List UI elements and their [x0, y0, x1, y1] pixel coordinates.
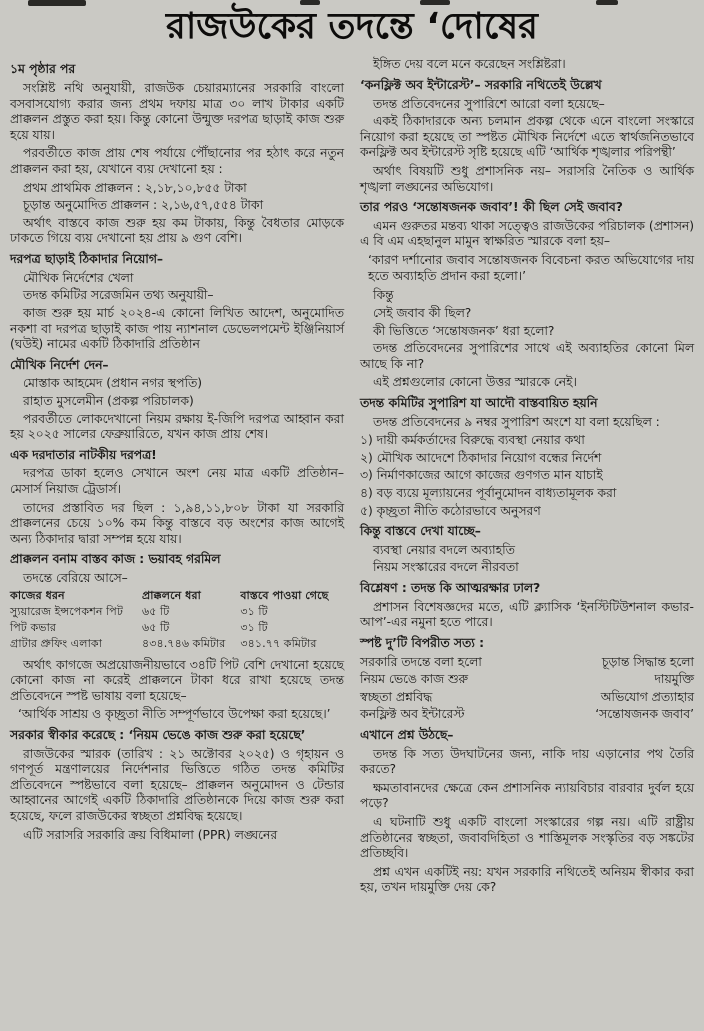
paragraph: ইঙ্গিত দেয় বলে মনে করেছেন সংশ্লিষ্টরা। [373, 57, 566, 72]
article-body [0, 49, 704, 899]
comparison-row [360, 672, 694, 688]
table-cell: ৩১ টি [240, 604, 268, 618]
scan-artifact [28, 0, 86, 6]
paragraph: ক্ষমতাবানদের ক্ষেত্রে কেন প্রশাসনিক ন্যায়বিচার বারবার দুর্বল হয়ে পড়ে? [360, 780, 694, 811]
comparison-left: সরকারি তদন্তে বলা হলো [360, 654, 482, 669]
comparison-right: ‘সন্তোষজনক জবাব’ [595, 707, 694, 722]
comparison-row [360, 707, 694, 723]
headline: রাজউকের তদন্তে ‘দোষের [166, 6, 538, 47]
paragraph: নিয়ম সংস্কারের বদলে নীরবতা [373, 560, 519, 575]
scan-artifact [300, 0, 320, 5]
list-item: ২) মৌখিক আদেশে ঠিকাদার নিয়োগ বন্ধের নির্দেশ [360, 450, 602, 465]
section-heading: সরকার স্বীকার করেছে : ‘নিয়ম ভেঙে কাজ শুরু করা হয়েছে’ [10, 727, 306, 742]
table-row [10, 605, 344, 621]
comparison-right: দায়মুক্তি [654, 672, 694, 687]
paragraph: অর্থাৎ বাস্তবে কাজ শুরু হয় কম টাকায়, কিন্তু বৈধতার মোড়কে ঢাকতে গিয়ে ব্যয় দেখানো হয় প্রায় ৯ গুণ বেশি। [10, 215, 344, 246]
section-heading: এক দরদাতার নাটকীয় দরপত্র! [10, 447, 157, 462]
paragraph: তদন্ত প্রতিবেদনের ৯ নম্বর সুপারিশ অংশে যা বলা হয়েছিল : [373, 414, 660, 429]
table-header-cell: প্রাক্কলনে ধরা [141, 588, 201, 602]
comparison-right: চূড়ান্ত সিদ্ধান্ত হলো [601, 654, 694, 669]
table-cell: ৩৪১.৭৭ কমিটার [240, 637, 317, 651]
section-heading: তদন্ত কমিটির সুপারিশ যা আদৌ বাস্তবায়িত হয়নি [360, 395, 598, 410]
paragraph: দরপত্র ডাকা হলেও সেখানে অংশ নেয় মাত্র একটি প্রতিষ্ঠান– মেসার্স নিয়াজ ট্রেডার্স। [10, 466, 344, 497]
paragraph: কী ভিত্তিতে ‘সন্তোষজনক’ ধরা হলো? [373, 323, 555, 338]
paragraph: এমন গুরুতর মন্তব্য থাকা সত্ত্বেও রাজউকের পরিচালক (প্রশাসন) এ বি এম এহছানুল মামুন স্বাক্ষরিত স্মারকে বলা হয়– [360, 218, 694, 249]
table-header-cell: বাস্তবে পাওয়া গেছে [240, 588, 329, 602]
paragraph: তদন্ত কি সত্য উদঘাটনের জন্য, নাকি দায় এড়ানোর পথ তৈরি করতে? [360, 746, 694, 777]
paragraph: এটি সরাসরি সরকারি ক্রয় বিধিমালা (PPR) লঙ্ঘনের [23, 827, 278, 842]
paragraph: প্রথম প্রাথমিক প্রাক্কলন : ২,১৮,১০,৮৫৫ টাকা [23, 180, 247, 195]
comparison-left: নিয়ম ভেঙে কাজ শুরু [360, 672, 468, 687]
paragraph: পরবর্তীতে লোকদেখানো নিয়ম রক্ষায় ই-জিপি দরপত্র আহ্বান করা হয় ২০২৫ সালের ফেব্রুয়ারিতে, যখন কাজ প্রায় শেষ। [10, 411, 344, 442]
paragraph: এ ঘটনাটি শুধু একটি বাংলো সংস্কারের গল্প নয়। এটি রাষ্ট্রীয় প্রতিষ্ঠানের স্বচ্ছতা, জবাবদিহিতা ও শাস্তিমূলক সংস্কৃতির বড় সঙ্কটের প্রতিচ্ছবি। [360, 814, 694, 861]
section-heading: এখানে প্রশ্ন উঠছে– [360, 727, 454, 742]
section-heading: ১ম পৃষ্ঠার পর [10, 62, 76, 77]
scan-artifact [420, 0, 450, 5]
estimate-table [10, 589, 344, 654]
paragraph: প্রশাসন বিশেষজ্ঞদের মতে, এটি ক্ল্যাসিক ‘ইনস্টিটিউশনাল কভার-আপ’-এর নমুনা হতে পারে। [360, 599, 694, 630]
section-heading: ‘কনফ্লিক্ট অব ইন্টারেস্ট’– সরকারি নথিতেই উল্লেখ [360, 78, 602, 92]
section-heading: বিশ্লেষণ : তদন্ত কি আত্মরক্ষার ঢাল? [360, 581, 541, 596]
comparison-right: অভিযোগ প্রত্যাহার [600, 689, 694, 704]
paragraph: সংশ্লিষ্ট নথি অনুযায়ী, রাজউক চেয়ারম্যানের সরকারি বাংলো বসবাসযোগ্য করার জন্য প্রথম দফায় মাত্র ৩০ লাখ টাকার একটি প্রাক্কলন প্রস্তুত করা হয়। কিন্তু কোনো উন্মুক্ত দরপত্র ছাড়াই কাজ শুরু হয়ে যায়। [10, 81, 344, 142]
section-heading: প্রাক্কলন বনাম বাস্তব কাজ : ভয়াবহ গরমিল [10, 552, 221, 567]
paragraph: প্রশ্ন এখন একটিই নয়: যখন সরকারি নথিতেই অনিয়ম স্বীকার করা হয়, তখন দায়মুক্তি দেয় কে? [360, 864, 694, 895]
section-heading: মৌখিক নির্দেশ দেন– [10, 357, 109, 372]
table-cell: পিট কভার [10, 621, 57, 635]
left-column [10, 57, 344, 899]
paragraph: তদন্ত প্রতিবেদনের সুপারিশের সাথে এই অব্যাহতির কোনো মিল আছে কি না? [360, 341, 694, 371]
table-cell: গ্রাটার প্রুফিং এলাকা [10, 637, 102, 651]
table-header-cell: কাজের ধরন [10, 588, 65, 602]
section-heading: তার পরও ‘সন্তোষজনক জবাব’! কী ছিল সেই জবাব? [360, 200, 623, 215]
comparison-left: কনফ্লিক্ট অব ইন্টারেস্ট [360, 707, 465, 722]
table-cell: ৩১ টি [240, 621, 268, 635]
paragraph: ব্যবস্থা নেয়ার বদলে অব্যাহতি [373, 542, 515, 557]
section-heading: স্পষ্ট দু’টি বিপরীত সত্য : [360, 635, 485, 650]
paragraph: মৌখিক নির্দেশের খেলা [23, 270, 134, 285]
paragraph: অর্থাৎ বিষয়টি শুধু প্রশাসনিক নয়– সরাসরি নৈতিক ও আর্থিক শৃঙ্খলা লঙ্ঘনের অভিযোগ। [360, 164, 694, 194]
scan-artifact [596, 0, 618, 5]
list-item: ১) দায়ী কর্মকর্তাদের বিরুদ্ধে ব্যবস্থা নেয়ার কথা [360, 433, 585, 448]
paragraph: একই ঠিকাদারকে অন্য চলমান প্রকল্প থেকে এনে বাংলো সংস্কারে নিয়োগ করা হয়েছে তা স্পষ্টত মৌখিক নির্দেশে এতে স্বার্থজনিতভাবে কনফ্লিক্ট অব ইন্টারেস্ট সৃষ্টি হয়েছে এটি ‘আর্থিক শৃঙ্খলার পরিপন্থী’ [360, 114, 694, 160]
list-item: ৫) কৃচ্ছ্রতা নীতি কঠোরভাবে অনুসরণ [360, 503, 541, 518]
table-cell: ৬৫ টি [141, 621, 170, 635]
paragraph: রাজউকের স্মারক (তারিখ : ২১ অক্টোবর ২০২৫) ও গৃহায়ন ও গণপূর্ত মন্ত্রণালয়ের নির্দেশনার ভিত্তিতে গঠিত তদন্ত কমিটির প্রতিবেদনে স্পষ্টভাবে বলা হয়েছে– প্রাক্কলন অনুমোদন ও টেন্ডার আহ্বানের আগেই একটি ঠিকাদারি প্রতিষ্ঠানকে দিয়ে কাজ শুরু করা হয়েছে, ফলে রাজউকের স্বচ্ছতা প্রশ্নবিদ্ধ হয়েছে। [10, 746, 344, 824]
section-heading: দরপত্র ছাড়াই ঠিকাদার নিয়োগ– [10, 252, 164, 267]
table-row [10, 621, 344, 637]
paragraph: কাজ শুরু হয় মার্চ ২০২৪-এ কোনো লিখিত আদেশ, অনুমোদিত নকশা বা দরপত্র ছাড়াই কাজ পায় ন্যাশনাল ডেভেলপমেন্ট ইঞ্জিনিয়ার্স (ঘউই) নামের একটি ঠিকাদারি প্রতিষ্ঠান [10, 305, 344, 352]
right-column [360, 57, 694, 899]
paragraph: তদন্তে বেরিয়ে আসে– [23, 571, 128, 586]
paragraph: রাহাত মুসলেমীন (প্রকল্প পরিচালক) [23, 393, 194, 408]
quote-paragraph: ‘আর্থিক সাশ্রয় ও কৃচ্ছ্রতা নীতি সম্পূর্ণভাবে উপেক্ষা করা হয়েছে।’ [18, 707, 331, 722]
paragraph: পরবর্তীতে কাজ প্রায় শেষ পর্যায়ে পৌঁছানোর পর হঠাৎ করে নতুন প্রাক্কলন করা হয়, যেখানে ব্যয় দেখানো হয় : [10, 146, 344, 177]
comparison-row [360, 690, 694, 706]
paragraph: কিন্তু [373, 288, 394, 303]
paragraph: তাদের প্রস্তাবিত দর ছিল : ১,৯৪,১১,৮০৮ টাকা যা সরকারি প্রাক্কলনের চেয়ে ১০% কম কিন্তু বাস্তবে বড় অংশের কাজ আগেই অন্য ঠিকাদার দ্বারা সম্পন্ন হয়ে যায়। [10, 500, 344, 546]
section-heading: কিন্তু বাস্তবে দেখা যাচ্ছে– [360, 524, 481, 539]
paragraph: তদন্ত প্রতিবেদনের সুপারিশে আরো বলা হয়েছে– [373, 96, 605, 111]
comparison-row [360, 655, 694, 671]
list-item: ৪) বড় ব্যয়ে মূল্যায়নের পূর্বানুমোদন বাধ্যতামূলক করা [360, 486, 617, 501]
table-row [10, 637, 344, 653]
table-header-row [10, 589, 344, 605]
table-cell: স্যুয়ারেজ ইন্সপেকশন পিট [10, 604, 123, 618]
paragraph: চূড়ান্ত অনুমোদিত প্রাক্কলন : ২,১৬,৫৭,৫৫৪ টাকা [23, 198, 264, 213]
paragraph: তদন্ত কমিটির সরেজমিন তথ্য অনুযায়ী– [23, 288, 214, 303]
table-cell: ৪৩৪.৭৪৬ কমিটার [141, 637, 226, 651]
quote-paragraph: ‘কারণ দর্শানোর জবাব সন্তোষজনক বিবেচনা করত অভিযোগের দায় হতে অব্যাহতি প্রদান করা হলো।’ [368, 253, 694, 283]
list-item: ৩) নির্মাণকাজের আগে কাজের গুণগত মান যাচাই [360, 468, 603, 483]
table-cell: ৬৫ টি [141, 604, 170, 618]
paragraph: সেই জবাব কী ছিল? [373, 305, 472, 320]
paragraph: অর্থাৎ কাগজে অপ্রয়োজনীয়ভাবে ৩৪টি পিট বেশি দেখানো হয়েছে কোনো কাজ না করেই প্রাক্কলনে টাকা ধরে রাখা হয়েছে তদন্ত প্রতিবেদনে স্পষ্ট ভাষায় বলা হয়েছে– [10, 657, 344, 703]
comparison-left: স্বচ্ছতা প্রশ্নবিদ্ধ [360, 689, 433, 704]
paragraph: মোস্তাক আহমেদ (প্রধান নগর স্থপতি) [23, 376, 203, 391]
paragraph: এই প্রশ্নগুলোর কোনো উত্তর স্মারকে নেই। [373, 375, 577, 390]
